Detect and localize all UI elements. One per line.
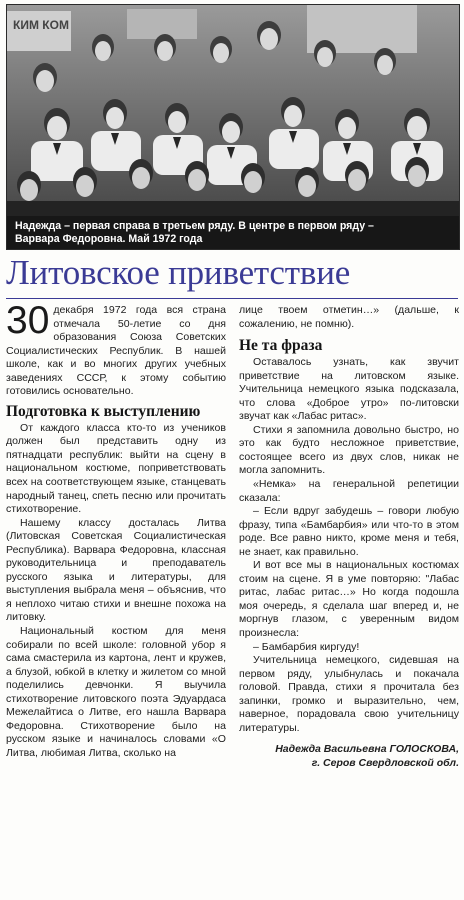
paragraph-6: Стихи я запомнила довольно быстро, но это как будто несложное приветствие, состоящее всего из двух слов, никак не могла запомнить. (239, 423, 459, 477)
paragraph-9: И вот все мы в национальных костюмах стоим на сцене. Я в уме повторяю: "Лабас ритас, лабас ритас…» Но когда подошла моя очередь, я сделала шаг вперед и, не моргнув глазом, с уверенным видом произнесла: (239, 559, 459, 640)
author-name: Надежда Васильевна ГОЛОСКОВА, (275, 743, 459, 756)
paragraph-8: – Если вдруг забудешь – говори любую фразу, типа «Бамбарбия» или что-то в этом роде. Все равно никто, кроме меня и тебя, не знает, как правильно. (239, 505, 459, 558)
paragraph-2: Нашему классу досталась Литва (Литовская Советская Социалистическая Республика). Варвара Федоровна, классная руководительница и преподаватель русского языка и литературы, для выступления выбрала меня – объяснив, что я неплохо читаю стихи и внешне похожа на литовку. (6, 516, 226, 624)
headline-divider (6, 298, 458, 299)
banner-text: КИМ КОМ (13, 18, 69, 32)
class-photo (6, 4, 460, 250)
paragraph-11: Учительница немецкого, сидевшая на первом ряду, улыбнулась и покачала головой. Правда, стихи я прочитала без запинки, громко и выразительно, чем, наверное, порадовала свою учительницу литературы. (239, 654, 459, 734)
author-location: г. Серов Свердловской обл. (311, 756, 459, 769)
author-signature (239, 743, 459, 770)
article-column-left (6, 299, 226, 761)
lead-text: декабря 1972 года вся страна отмечала 50-летие со дня образования Союза Советских Социалистических Республик. В нашей школе, как и во многих других учебных заведениях СССР, к этому событию готовились основательно. (6, 304, 226, 398)
paragraph-10: – Бамбарбия киргуду! (253, 640, 360, 653)
photo-caption (7, 216, 459, 249)
article-column-right (239, 304, 459, 770)
lead-drop-cap: 30 (6, 299, 50, 342)
paragraph-4: лице твоем отметин…» (дальше, к сожалению, не помню). (239, 304, 459, 330)
subhead-preparation: Подготовка к выступлению (6, 402, 201, 420)
paragraph-1: От каждого класса кто-то из учеников должен был представить одну из пятнадцати республик: выйти на сцену в национальном костюме, поприветствовать всех на соответствующем языке, станцевать народный танец, спеть песню или прочитать стихотворение. (6, 421, 226, 516)
class-photo-image (7, 5, 459, 249)
caption-line-2: Варвара Федоровна. Май 1972 года (15, 233, 203, 245)
lead-paragraph (6, 299, 226, 399)
article-headline: Литовское приветствие (6, 253, 351, 292)
paragraph-5: Оставалось узнать, как звучит приветствие на литовском языке. Учительница немецкого языка подсказала, что слова «Доброе утро» по-литовски звучат как «Лабас ритас». (239, 356, 459, 423)
caption-line-1: Надежда – первая справа в третьем ряду. В центре в первом ряду – (15, 220, 374, 232)
subhead-wrong-phrase: Не та фраза (239, 337, 323, 355)
paragraph-3: Национальный костюм для меня собирали по всей школе: головной убор я сама смастерила из картона, лент и кружев, а блузой, юбкой в клетку и жилетом со мной поделились девчонки. Я выучила стихотворение литовского поэта Эдуардаса Межелайтиса о Литве, его нашла Варвара Федоровна. Стихотворение было на русском языке и начиналось словами «О Литва, любимая Литва, сколько на (6, 625, 226, 759)
paragraph-7: «Немка» на генеральной репетиции сказала: (239, 478, 459, 504)
